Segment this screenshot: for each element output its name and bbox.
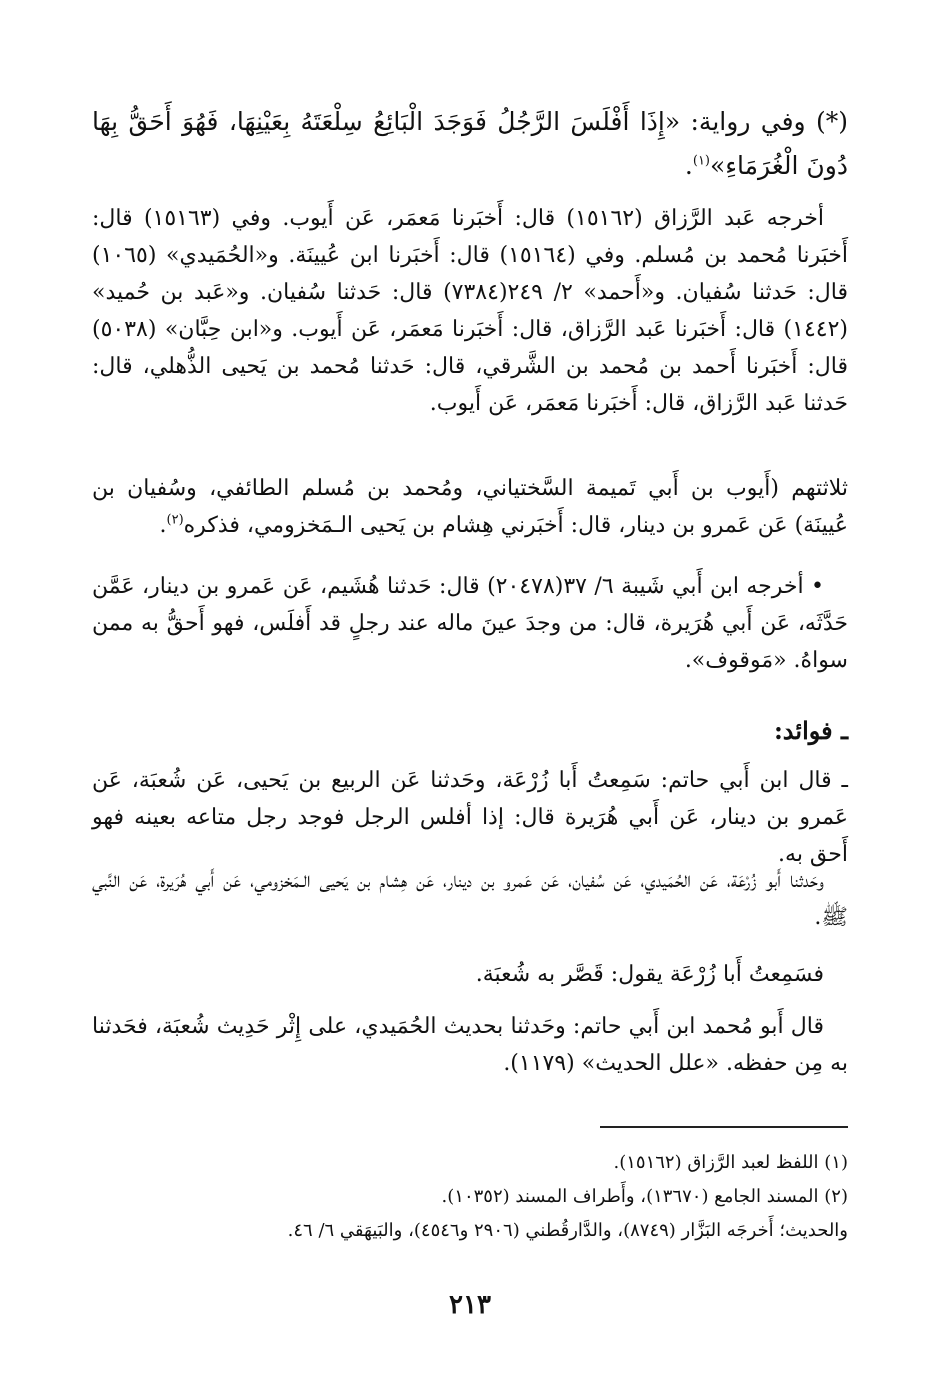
footnote-2: (٢) المسند الجامع (١٣٦٧٠)، وأَطراف المسند (١٠٣٥٢). xyxy=(441,1186,848,1207)
fawaid-paragraph-4: قال أَبو مُحمد ابن أَبي حاتم: وحَدثنا بحديث الحُمَيدي، على إِثْر حَدِيث شُعبَة، فحَدثنا به مِن حفظه. «علل الحديث» (١١٧٩). xyxy=(92,1014,848,1076)
takhrij-paragraph-2 xyxy=(92,470,848,544)
fawaid-paragraph-2: وحَدثنا أَبو زُرْعَة، عَن الحُمَيدي، عَن سُفيان، عَن عَمرو بن دينار، عَن هِشام بن يَحيى الـمَخزومي، عَن أَبي هُرَيرة، عَن النَّبي ﷺ. xyxy=(92,868,848,930)
takhrij-paragraph-3: • أخرجه ابن أَبي شَيبة ٦/ ٣٧(٢٠٤٧٨) قال: حَدثنا هُشَيم، عَن عَمرو بن دينار، عَمَّن حَدَّثَه، عَن أَبي هُرَيرة، قال: من وجدَ عينَ ماله عند رجلٍ قد أَفلَس، فهو أَحقُّ به ممن سواهُ. «مَوقوف». xyxy=(92,574,848,673)
fawaid-heading: ـ فوائد: xyxy=(773,716,848,745)
footnote-divider xyxy=(600,1126,848,1128)
hadith-text-block xyxy=(92,100,848,188)
page-number: ٢١٣ xyxy=(449,1290,491,1320)
fawaid-paragraph-3: فسَمِعتُ أَبا زُرْعَة يقول: قَصَّر به شُعبَة. xyxy=(475,962,824,987)
fawaid-paragraph-1: ـ قال ابن أَبي حاتم: سَمِعتُ أَبا زُرْعَة، وحَدثنا عَن الربيع بن يَحيى، عَن شُعبَة، عَن عَمرو بن دينار، عَن أَبي هُرَيرة قال: إذا أفلس الرجل فوجد رجل متاعه بعينه فهو أَحق به. xyxy=(92,768,848,867)
footnote-2-continuation: والحديث؛ أَخرجَه البَزَّار (٨٧٤٩)، والدَّارقُطني (٢٩٠٦ و٤٥٤٦)، والبَيهَقي ٦/ ٤٦. xyxy=(287,1220,848,1241)
footnote-ref-1[interactable]: (١) xyxy=(692,153,710,169)
footnotes-list xyxy=(92,1146,848,1248)
footnote-1: (١) اللفظ لعبد الرَّزاق (١٥١٦٢). xyxy=(613,1152,848,1173)
hadith-end: . xyxy=(684,151,693,180)
takhrij-paragraph-2-text: ثلاثتهم (أَيوب بن أَبي تَميمة السَّختياني، ومُحمد بن مُسلم الطائفي، وسُفيان بن عُيينَة) عَن عَمرو بن دينار، قال: أَخبَرني هِشام بن يَحيى الـمَخزومي، فذكره xyxy=(92,476,848,538)
takhrij-paragraph-1: أخرجه عَبد الرَّزاق (١٥١٦٢) قال: أَخبَرنا مَعمَر، عَن أَيوب. وفي (١٥١٦٣) قال: أَخبَرنا مُحمد بن مُسلم. وفي (١٥١٦٤) قال: أَخبَرنا ابن عُيينَة. و«الحُمَيدي» (١٠٦٥) قال: حَدثنا سُفيان. و«أَحمد» ٢/ ٢٤٩(٧٣٨٤) قال: حَدثنا سُفيان. و«عَبد بن حُميد» (١٤٤٢) قال: أَخبَرنا عَبد الرَّزاق، قال: أَخبَرنا مَعمَر، عَن أَيوب. و«ابن حِبَّان» (٥٠٣٨) قال: أَخبَرنا أَحمد بن مُحمد بن الشَّرقي، قال: حَدثنا مُحمد بن يَحيى الذُّهلي، قال: حَدثنا عَبد الرَّزاق، قال: أَخبَرنا مَعمَر، عَن أَيوب. xyxy=(92,206,849,416)
takhrij-paragraph-2-end: . xyxy=(159,513,167,538)
footnote-ref-2[interactable]: (٢) xyxy=(166,512,184,528)
hadith-text: (*) وفي رواية: «إِذَا أَفْلَسَ الرَّجُلُ فَوَجَدَ الْبَائِعُ سِلْعَتَهُ بِعَيْنِهَا، فَهُوَ أَحَقُّ بِهَا دُونَ الْغُرَمَاءِ» xyxy=(92,107,848,180)
